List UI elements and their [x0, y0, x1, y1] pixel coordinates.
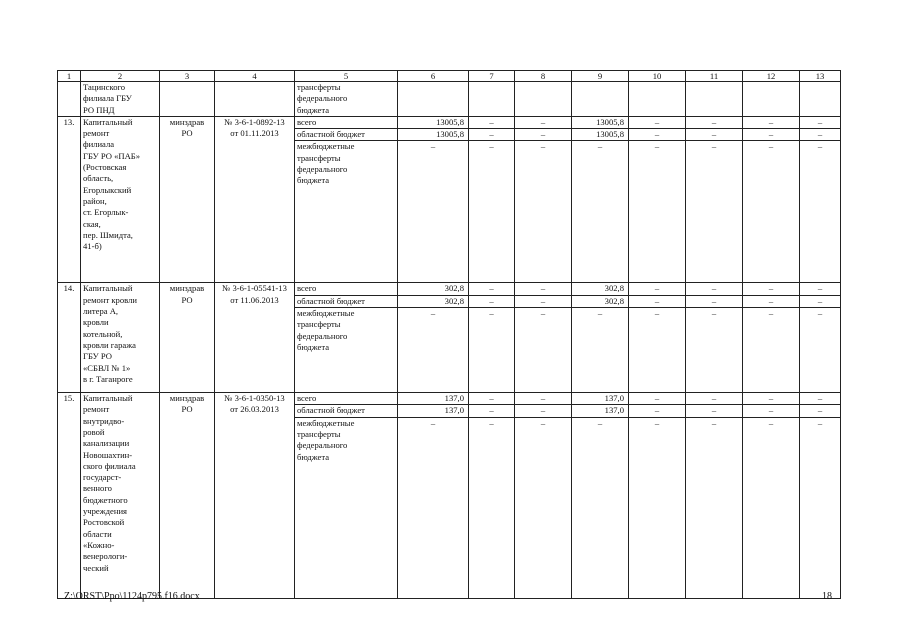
- value-cell-9: 302,8: [572, 295, 629, 307]
- value-cell-12: –: [743, 405, 800, 417]
- value-cell-11: –: [686, 116, 743, 128]
- value-cell-7: –: [469, 295, 515, 307]
- value-cell-13: –: [800, 405, 841, 417]
- budget-table: [57, 70, 841, 599]
- row-number-cell: 13.: [58, 116, 81, 283]
- value-cell-8: –: [515, 129, 572, 141]
- object-name-cell: Капитальный ремонт внутридво- ровой канализации Новошахтин- ского филиала государст- венного бюджетного учреждения Ростовской области «Кожно- венерологи- ческий: [81, 393, 160, 599]
- value-cell-6: –: [398, 141, 469, 283]
- value-cell-9: 13005,8: [572, 116, 629, 128]
- value-cell-6: 13005,8: [398, 129, 469, 141]
- value-cell-9: –: [572, 417, 629, 598]
- value-cell-7: –: [469, 393, 515, 405]
- funding-source-cell: областной бюджет: [295, 129, 398, 141]
- value-cell-6: 13005,8: [398, 116, 469, 128]
- column-number: 9: [572, 71, 629, 82]
- value-cell-12: –: [743, 393, 800, 405]
- column-number: 11: [686, 71, 743, 82]
- column-number: 13: [800, 71, 841, 82]
- value-cell-6: –: [398, 308, 469, 393]
- column-numbers-row: [58, 71, 841, 82]
- value-cell-9: 13005,8: [572, 129, 629, 141]
- customer-cell: минздрав РО: [160, 283, 215, 393]
- value-cell-11: –: [686, 141, 743, 283]
- value-cell-10: –: [629, 283, 686, 295]
- value-cell-13: –: [800, 129, 841, 141]
- funding-source-cell: областной бюджет: [295, 295, 398, 307]
- document-cell: № 3-6-1-05541-13 от 11.06.2013: [215, 283, 295, 393]
- value-cell-13: –: [800, 295, 841, 307]
- footer-file-path: Z:\ORST\Ppo\1124p795.f16.docx: [64, 591, 200, 602]
- value-cell-12: –: [743, 283, 800, 295]
- value-cell-7: –: [469, 308, 515, 393]
- value-cell-8: –: [515, 141, 572, 283]
- customer-cell: минздрав РО: [160, 116, 215, 283]
- value-cell-8: –: [515, 283, 572, 295]
- value-cell-10: –: [629, 405, 686, 417]
- document-cell: № 3-6-1-0350-13 от 26.03.2013: [215, 393, 295, 599]
- column-number: 2: [81, 71, 160, 82]
- object-name-cell: Капитальный ремонт кровли литера А, кровли котельной, кровли гаража ГБУ РО «СБВЛ № 1» в г. Таганроге: [81, 283, 160, 393]
- value-cell-6: 137,0: [398, 393, 469, 405]
- column-number: 1: [58, 71, 81, 82]
- value-cell-11: –: [686, 405, 743, 417]
- value-cell-10: –: [629, 308, 686, 393]
- value-cell-9: –: [572, 141, 629, 283]
- funding-source-cell: всего: [295, 283, 398, 295]
- value-cell-8: –: [515, 295, 572, 307]
- value-cell-13: –: [800, 308, 841, 393]
- continuation-row: [58, 82, 841, 117]
- value-cell-8: –: [515, 417, 572, 598]
- value-cell-8: –: [515, 393, 572, 405]
- column-number: 3: [160, 71, 215, 82]
- value-cell-10: –: [629, 141, 686, 283]
- value-cell-8: –: [515, 405, 572, 417]
- column-number: 8: [515, 71, 572, 82]
- funding-source-cell: всего: [295, 116, 398, 128]
- value-cell-10: –: [629, 295, 686, 307]
- funding-source-cell: областной бюджет: [295, 405, 398, 417]
- funding-source-cell: всего: [295, 393, 398, 405]
- value-cell-11: –: [686, 308, 743, 393]
- column-number: 7: [469, 71, 515, 82]
- funding-source-cell: трансферты федерального бюджета: [295, 82, 398, 117]
- value-cell-13: –: [800, 393, 841, 405]
- value-cell-6: 137,0: [398, 405, 469, 417]
- customer-cell: минздрав РО: [160, 393, 215, 599]
- value-cell-9: 137,0: [572, 405, 629, 417]
- value-cell-9: 137,0: [572, 393, 629, 405]
- funding-source-cell: межбюджетные трансферты федерального бюджета: [295, 417, 398, 598]
- value-cell-6: –: [398, 417, 469, 598]
- value-cell-13: –: [800, 116, 841, 128]
- value-cell-12: –: [743, 417, 800, 598]
- value-cell-7: –: [469, 405, 515, 417]
- value-cell-6: 302,8: [398, 283, 469, 295]
- object-name-cell: Тацинского филиала ГБУ РО ПНД: [81, 82, 160, 117]
- table-body: [58, 71, 841, 599]
- value-cell-7: –: [469, 116, 515, 128]
- value-cell-11: –: [686, 295, 743, 307]
- value-cell-9: 302,8: [572, 283, 629, 295]
- value-cell-10: –: [629, 393, 686, 405]
- footer-page-number: 18: [822, 591, 832, 602]
- value-cell-12: –: [743, 141, 800, 283]
- value-cell-8: –: [515, 308, 572, 393]
- value-cell-10: –: [629, 116, 686, 128]
- value-cell-9: –: [572, 308, 629, 393]
- funding-source-cell: межбюджетные трансферты федерального бюджета: [295, 141, 398, 283]
- row-number-cell: 14.: [58, 283, 81, 393]
- value-cell-13: –: [800, 141, 841, 283]
- value-cell-10: –: [629, 417, 686, 598]
- value-cell-8: –: [515, 116, 572, 128]
- value-cell-7: –: [469, 417, 515, 598]
- value-cell-12: –: [743, 129, 800, 141]
- table-row: [58, 393, 841, 405]
- value-cell-7: –: [469, 129, 515, 141]
- table-row: [58, 283, 841, 295]
- value-cell-11: –: [686, 393, 743, 405]
- column-number: 6: [398, 71, 469, 82]
- row-number-cell: 15.: [58, 393, 81, 599]
- value-cell-11: –: [686, 417, 743, 598]
- value-cell-11: –: [686, 283, 743, 295]
- column-number: 4: [215, 71, 295, 82]
- funding-source-cell: межбюджетные трансферты федерального бюджета: [295, 308, 398, 393]
- value-cell-13: –: [800, 283, 841, 295]
- value-cell-13: –: [800, 417, 841, 598]
- table-row: [58, 116, 841, 128]
- value-cell-12: –: [743, 295, 800, 307]
- value-cell-7: –: [469, 141, 515, 283]
- value-cell-12: –: [743, 116, 800, 128]
- value-cell-7: –: [469, 283, 515, 295]
- value-cell-12: –: [743, 308, 800, 393]
- value-cell-10: –: [629, 129, 686, 141]
- column-number: 12: [743, 71, 800, 82]
- value-cell-11: –: [686, 129, 743, 141]
- column-number: 10: [629, 71, 686, 82]
- value-cell-6: 302,8: [398, 295, 469, 307]
- object-name-cell: Капитальный ремонт филиала ГБУ РО «ПАБ» (Ростовская область, Егорлыкский район, ст. Егорлык- ская, пер. Шмидта, 41-б): [81, 116, 160, 283]
- document-cell: № 3-6-1-0892-13 от 01.11.2013: [215, 116, 295, 283]
- column-number: 5: [295, 71, 398, 82]
